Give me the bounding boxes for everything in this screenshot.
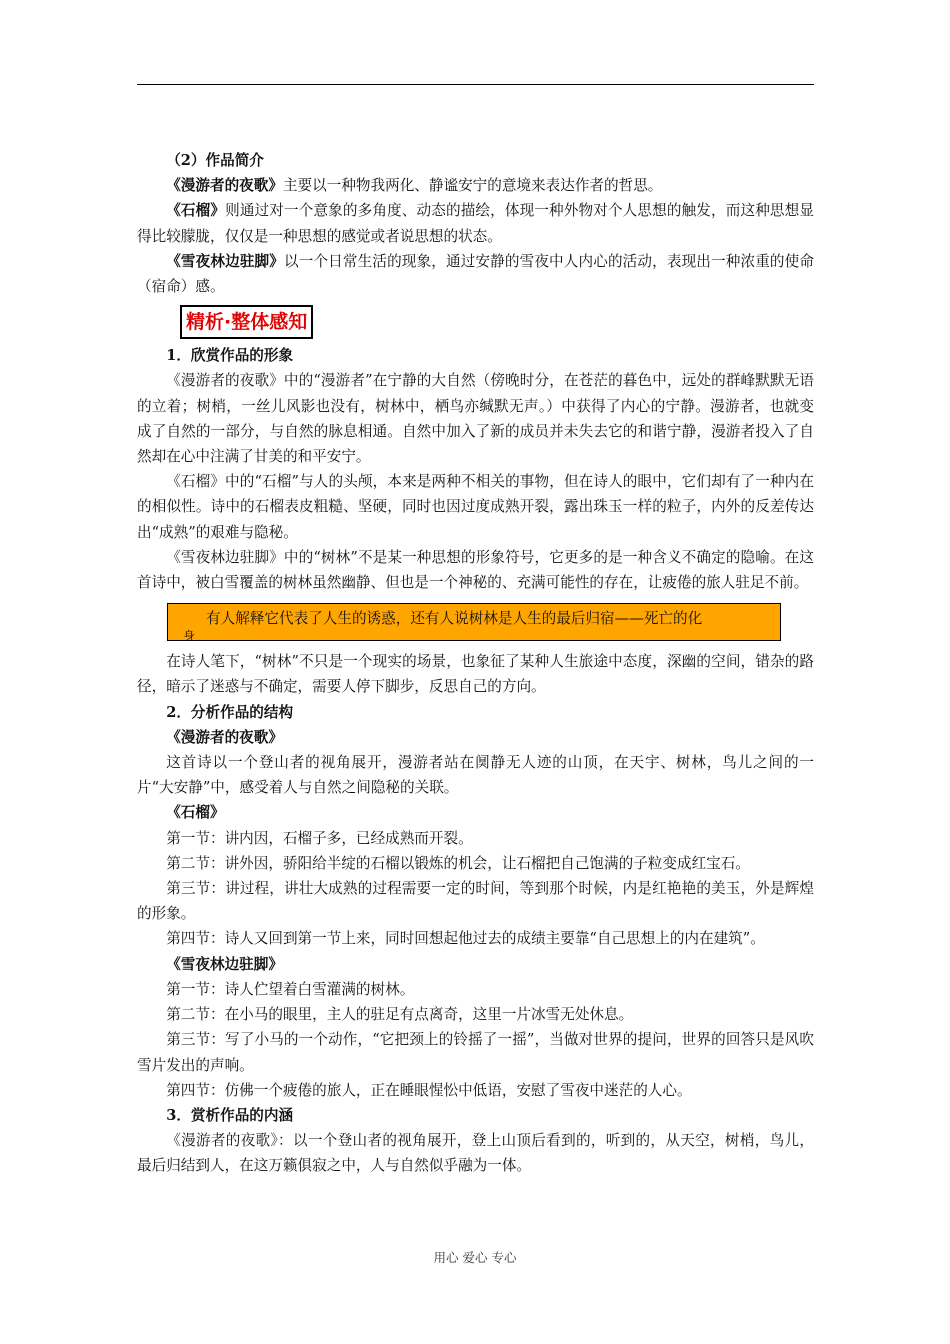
poem3-section-3: 第三节：写了小马的一个动作，“它把颈上的铃摇了一摇”，当做对世界的提问，世界的回答只是风吹雪片发出的声响。	[137, 1031, 814, 1074]
poem1-title: 《漫游者的夜歌》	[166, 728, 283, 746]
poem2-section-4: 第四节：诗人又回到第一节上来，同时回想起他过去的成绩主要靠“自己思想上的内在建筑”。	[166, 930, 765, 948]
poem2-section-3: 第三节：讲过程，讲壮大成熟的过程需要一定的时间，等到那个时候，内是红艳艳的美玉，外是辉煌的形象。	[137, 880, 814, 923]
callout-text-overflow: 身	[183, 629, 196, 642]
poem3-title: 《雪夜林边驻脚》	[166, 955, 283, 973]
part1-paragraph-4: 在诗人笔下，“树林”不只是一个现实的场景，也象征了某种人生旅途中态度，深幽的空间，错杂的路径，暗示了迷惑与不确定，需要人停下脚步，反思自己的方向。	[137, 653, 814, 696]
part1-paragraph-3: 《雪夜林边驻脚》中的“树林”不是某一种思想的形象符号，它更多的是一种含义不确定的隐喻。在这首诗中，被白雪覆盖的树林虽然幽静、但也是一个神秘的、充满可能性的存在，让疲倦的旅人驻足不前。	[137, 548, 814, 592]
page-footer: 用心 爱心 专心	[433, 1250, 517, 1265]
poem1-structure: 这首诗以一个登山者的视角展开，漫游者站在阒静无人迹的山顶，在天宇、树林，鸟儿之间的一片“大安静”中，感受着人与自然之间隐秘的关联。	[137, 754, 814, 797]
part1-paragraph-2: 《石榴》中的“石榴”与人的头颅，本来是两种不相关的事物，但在诗人的眼中，它们却有了一种内在的相似性。诗中的石榴表皮粗糙、坚硬，同时也因过度成熟开裂，露出珠玉一样的粒子，内外的反差传达出“成熟”的艰难与隐秘。	[137, 473, 814, 541]
part1-paragraph-1: 《漫游者的夜歌》中的“漫游者”在宁静的大自然（傍晚时分，在苍茫的暮色中，远处的群峰默默无语的立着；树梢，一丝儿风影也没有，树林中，栖鸟亦缄默无声。）中获得了内心的宁静。漫游者，也就变成了自然的一部分，与自然的脉息相通。自然中加入了新的成员并未失去它的和谐宁静，漫游者投入了自然却在心中注满了甘美的和平安宁。	[137, 372, 814, 466]
section-banner-row	[137, 301, 814, 343]
callout-box	[167, 603, 781, 641]
intro-paragraph-2	[137, 198, 814, 248]
header-rule	[137, 84, 814, 85]
intro-text-3: 以一个日常生活的现象，通过安静的雪夜中人内心的活动，表现出一种浓重的使命（宿命）感。	[137, 252, 814, 296]
poem3-section-4: 第四节：仿佛一个疲倦的旅人，正在睡眼惺忪中低语，安慰了雪夜中迷茫的人心。	[166, 1081, 692, 1099]
intro-title-2: 《石榴》	[166, 202, 226, 220]
poem2-section-1: 第一节：讲内因，石榴子多，已经成熟而开裂。	[166, 829, 473, 847]
part3-heading: 3．赏析作品的内涵	[166, 1106, 294, 1124]
poem3-section-1: 第一节：诗人伫望着白雪灌满的树林。	[166, 980, 415, 998]
callout-text: 有人解释它代表了人生的诱惑，还有人说树林是人生的最后归宿——死亡的化	[206, 610, 703, 628]
document-body	[137, 148, 814, 1179]
intro-paragraph-1	[137, 173, 814, 198]
intro-paragraph-3	[137, 249, 814, 299]
poem3-section-2: 第二节：在小马的眼里，主人的驻足有点离奇，这里一片冰雪无处休息。	[166, 1006, 634, 1024]
intro-text-2: 则通过对一个意象的多角度、动态的描绘，体现一种外物对个人思想的触发，而这种思想显得比较朦胧，仅仅是一种思想的感觉或者说思想的状态。	[137, 202, 814, 245]
poem2-section-2: 第二节：讲外因，骄阳给半绽的石榴以锻炼的机会，让石榴把自己饱满的子粒变成红宝石。	[166, 854, 750, 872]
intro-heading: （2）作品简介	[166, 152, 264, 169]
part2-heading: 2．分析作品的结构	[166, 703, 294, 721]
intro-title-1: 《漫游者的夜歌》	[166, 177, 283, 195]
poem2-title: 《石榴》	[166, 804, 225, 822]
section-banner: 精析·整体感知	[180, 305, 313, 339]
part1-heading: 1．欣赏作品的形象	[166, 347, 294, 365]
intro-title-3: 《雪夜林边驻脚》	[166, 252, 284, 270]
part3-paragraph-1: 《漫游者的夜歌》：以一个登山者的视角展开，登上山顶后看到的，听到的，从天空，树梢，鸟儿，最后归结到人，在这万籁俱寂之中，人与自然似乎融为一体。	[137, 1132, 814, 1175]
intro-text-1: 主要以一种物我两化、静谧安宁的意境来表达作者的哲思。	[282, 177, 663, 195]
